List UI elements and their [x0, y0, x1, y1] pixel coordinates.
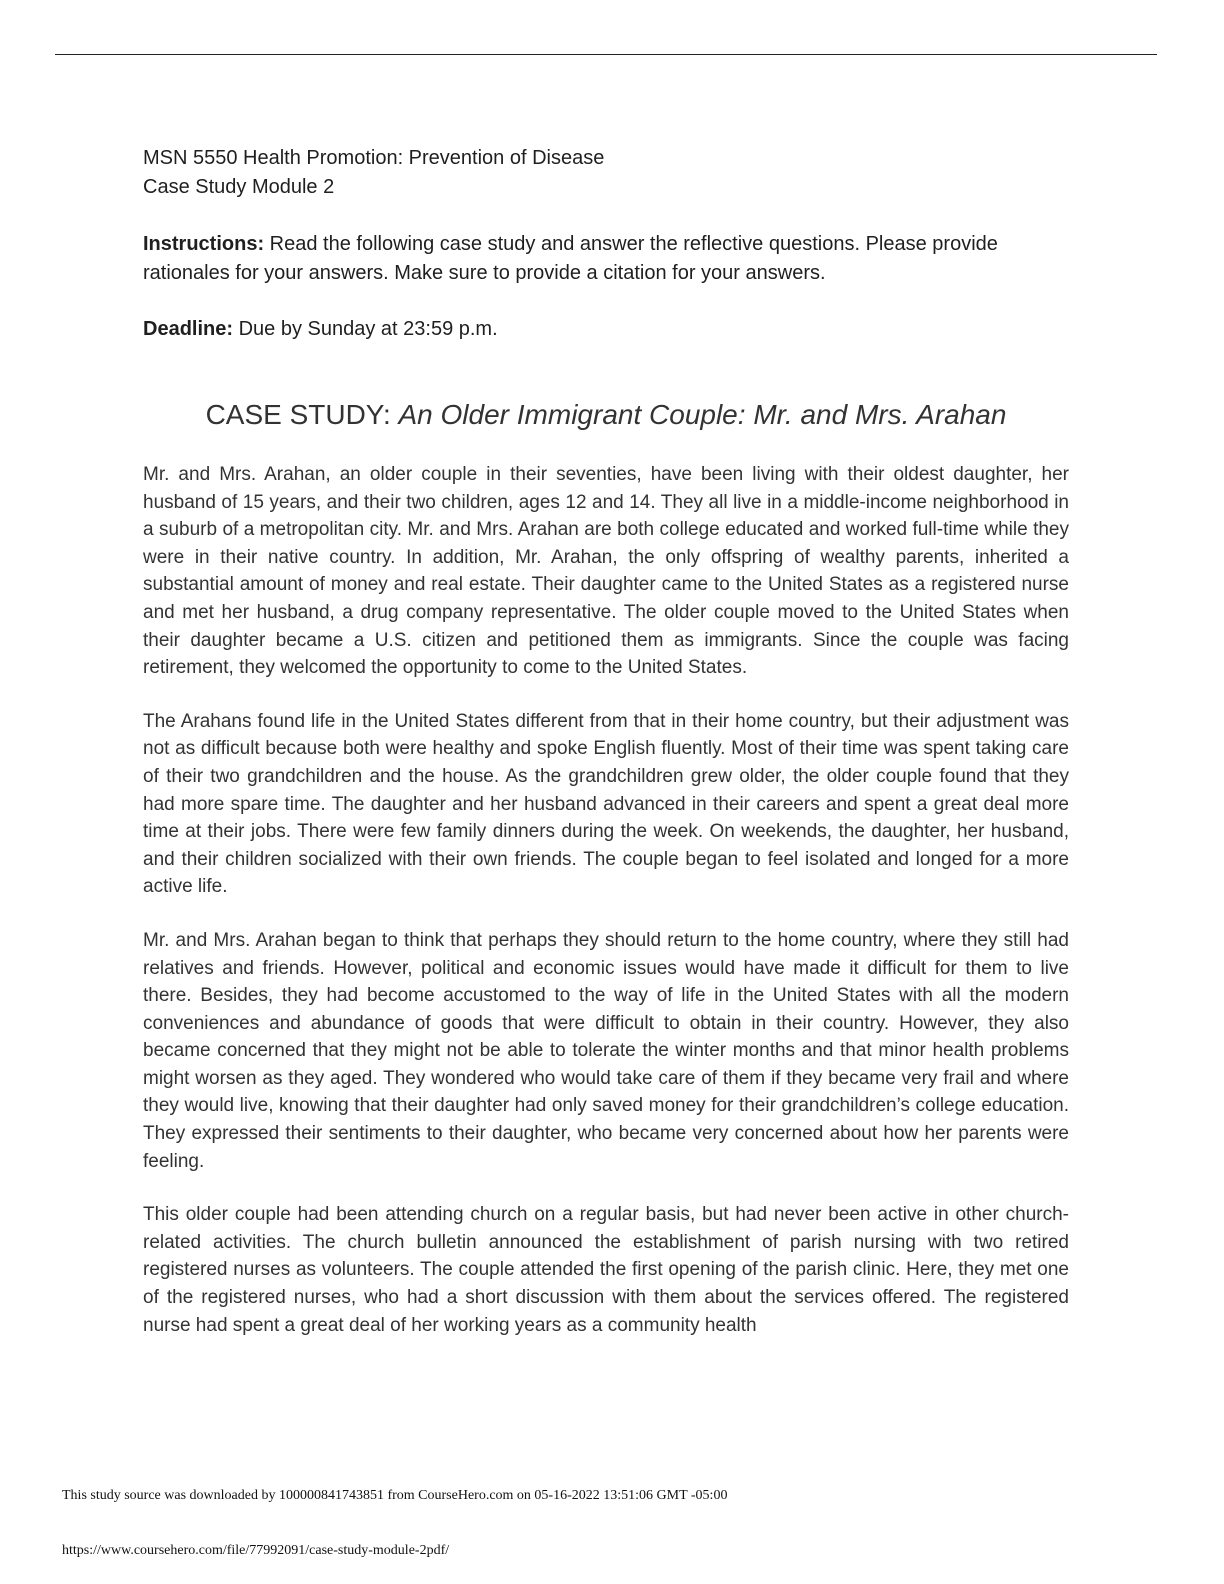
instructions-label: Instructions: — [143, 233, 265, 255]
source-url[interactable]: https://www.coursehero.com/file/77992091/case-study-module-2pdf/ — [62, 1543, 450, 1558]
course-title: MSN 5550 Health Promotion: Prevention of Disease — [143, 147, 605, 169]
case-study-prefix: CASE STUDY: — [205, 399, 399, 430]
document-body — [143, 144, 1069, 1365]
instructions — [143, 230, 1069, 288]
deadline-label: Deadline: — [143, 318, 234, 340]
top-divider — [55, 54, 1157, 55]
case-paragraph-4: This older couple had been attending church on a regular basis, but had never been active in other church-related activities. The church bulletin announced the establishment of parish nursing with two retired registered nurses as volunteers. The couple attended the first opening of the parish clinic. Here, they met one of the registered nurses, who had a short discussion with them about the services offered. The registered nurse had spent a great deal of her working years as a community health — [143, 1204, 1069, 1336]
instructions-text: Read the following case study and answer the reflective questions. Please provide rationales for your answers. Make sure to provide a citation for your answers. — [143, 233, 998, 284]
deadline-text: Due by Sunday at 23:59 p.m. — [233, 318, 498, 340]
deadline — [143, 315, 1069, 344]
case-paragraph-3: Mr. and Mrs. Arahan began to think that perhaps they should return to the home country, where they still had relatives and friends. However, political and economic issues would have made it difficult for them to live there. Besides, they had become accustomed to the way of life in the United States with all the modern conveniences and abundance of goods that were difficult to obtain in their country. However, they also became concerned that they might not be able to tolerate the winter months and that minor health problems might worsen as they aged. They wondered who would take care of them if they became very frail and where they would live, knowing that their daughter had only saved money for their grandchildren’s college education. They expressed their sentiments to their daughter, who became very concerned about how her parents were feeling. — [143, 929, 1069, 1172]
case-paragraph-1: Mr. and Mrs. Arahan, an older couple in their seventies, have been living with their oldest daughter, her husband of 15 years, and their two children, ages 12 and 14. They all live in a middle-income neighborhood in a suburb of a metropolitan city. Mr. and Mrs. Arahan are both college educated and worked full-time while they were in their native country. In addition, Mr. Arahan, the only offspring of wealthy parents, inherited a substantial amount of money and real estate. Their daughter came to the United States as a registered nurse and met her husband, a drug company representative. The older couple moved to the United States when their daughter became a U.S. citizen and petitioned them as immigrants. Since the couple was facing retirement, they welcomed the opportunity to come to the United States. — [143, 464, 1069, 679]
download-source-note: This study source was downloaded by 100000841743851 from CourseHero.com on 05-16-2022 13:51:06 GMT -05:00 — [62, 1488, 728, 1503]
case-paragraph-2: The Arahans found life in the United States different from that in their home country, but their adjustment was not as difficult because both were healthy and spoke English fluently. Most of their time was spent taking care of their two grandchildren and the house. As the grandchildren grew older, the older couple found that they had more spare time. The daughter and her husband advanced in their careers and spent a great deal more time at their jobs. There were few family dinners during the week. On weekends, the daughter, her husband, and their children socialized with their own friends. The couple began to feel isolated and longed for a more active life. — [143, 710, 1069, 898]
case-study-title: An Older Immigrant Couple: Mr. and Mrs. Arahan — [398, 399, 1007, 430]
case-study-heading — [143, 397, 1069, 433]
module-title: Case Study Module 2 — [143, 176, 335, 198]
